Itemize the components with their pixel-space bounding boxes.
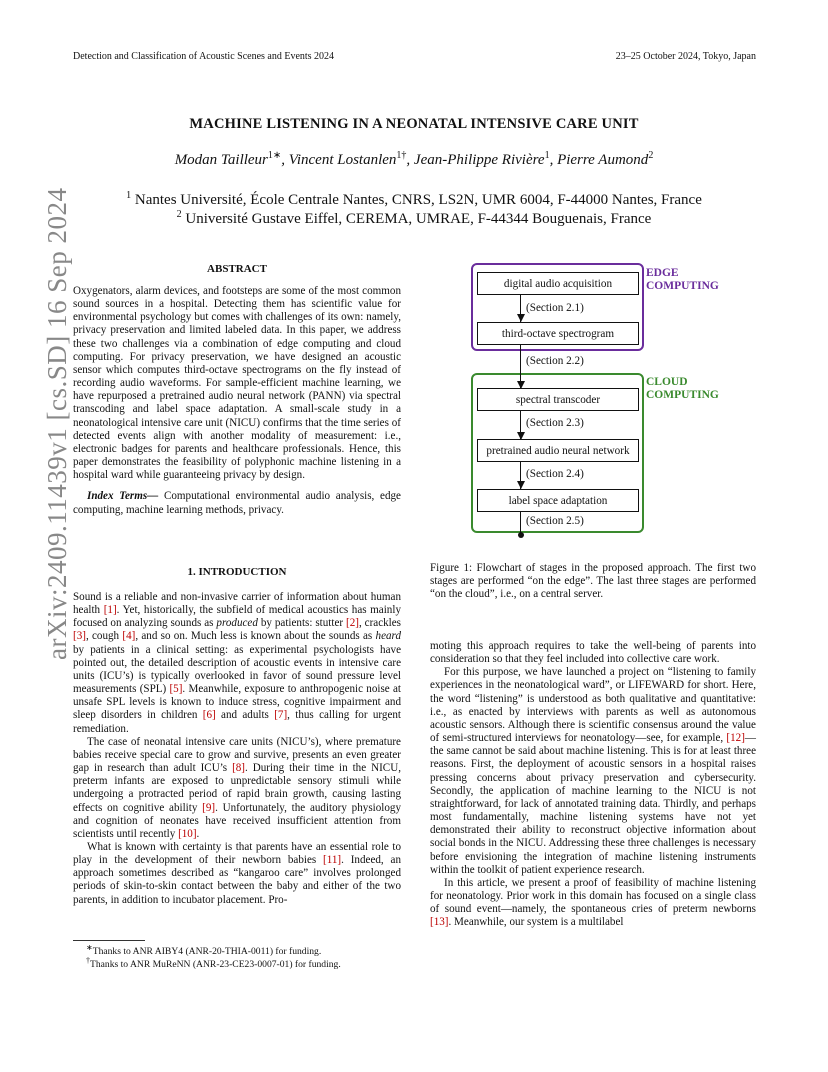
flowchart-figure (430, 258, 760, 548)
paragraph-continued: moting this approach requires to take the well-being of parents into consideration so that they feel included into collective care work. (430, 640, 756, 666)
intro-paragraph-2: The case of neonatal intensive care units (NICU’s), where premature babies receive special care to grow and survive, presents an even greater gap in research than adult ICU’s [8]. During their time in the NICU, preterm infants are exposed to unpredictable sensory stimuli while undergoing a protracted period of rapid brain growth, causing lasting effects on cognitive ability [9]. Unfortunately, the auditory physiology and cognition of neonates have received insufficient attention from scientists until recently [10]. (73, 735, 401, 840)
citation-link[interactable]: [3] (73, 630, 86, 643)
author-name: Vincent Lostanlen (288, 152, 397, 168)
section-label: (Section 2.3) (526, 417, 584, 429)
running-header-left: Detection and Classification of Acoustic Scenes and Events 2024 (73, 51, 335, 62)
author-list: Modan Tailleur$^{1∗}$, Vincent Lostanlen$^{1\dagger}$, Jean-Philippe Rivière$^1$, Pierre Aumond$^2$ (174, 150, 654, 168)
abstract-heading: ABSTRACT (207, 263, 267, 275)
section-label: (Section 2.5) (526, 515, 584, 527)
citation-link[interactable]: [2] (346, 617, 359, 630)
stage-box-label-adaptation: label space adaptation (477, 489, 639, 512)
abstract-body (73, 285, 401, 517)
section-label: (Section 2.4) (526, 468, 584, 480)
arxiv-stamp: arXiv:2409.11439v1 [cs.SD] 16 Sep 2024 (42, 187, 72, 660)
citation-link[interactable]: [4] (122, 630, 136, 643)
intro-paragraph-3: What is known with certainty is that parents have an essential role to play in the development of their newborn babies [11]. Indeed, an approach sometimes described as “kangaroo care” involves prolonged periods of skin-to-skin contact between the baby and either of the two parents, in addition to incubator placement. Pro- (73, 840, 402, 906)
flow-end-dot (518, 532, 524, 538)
author-name: Jean-Philippe Rivière (413, 152, 545, 168)
footnote-2: †Thanks to ANR MuReNN (ANR-23-CE23-0007-01) for funding. (86, 956, 341, 971)
index-terms: Index Terms— Computational environmental audio analysis, edge computing, machine learning methods, privacy. (73, 490, 401, 516)
author-name: Modan Tailleur (174, 152, 268, 168)
paragraph-lifeward: For this purpose, we have launched a project on “listening to family experiences in the neonatological ward”, or LIFEWARD for short. Here, the word “listening” is understood as both qualitative and quantitative: i.e., as enacted by interviews with parents as well as autonomous acoustic sensors. Although there is scientific consensus around the value of semi-structured interviews for neonatology—see, for example, [12]—the same cannot be said about machine listening. This is for at least three reasons. First, the deployment of acoustic sensors in a hospital raises pressing concerns about privacy preservation and cybersecurity. Secondly, the application of machine learning to the NICU is not straightforward, for lack of annotated training data. Thirdly, and perhaps most fundamentally, machine listening systems have not yet demonstrated their ability to reconstruct objective information about social bonds in the NICU. Addressing these three challenges is necessary before envisioning the integration of machine listening instruments within the toolkit of patient experience research. (430, 666, 756, 876)
arrowhead (517, 481, 525, 489)
stage-box-spectrogram: third-octave spectrogram (477, 322, 639, 345)
figure-caption: Figure 1: Flowchart of stages in the proposed approach. The first two stages are performed “on the edge”. The last three stages are performed “on the cloud”, i.e., on a central server. (430, 562, 756, 601)
stage-box-acquisition: digital audio acquisition (477, 272, 639, 295)
paragraph-this-article: In this article, we present a proof of feasibility of machine listening for neonatology. Prior work in this domain has focused on a single class of sound event—namely, the spontaneous cries of preterm newborns [13]. Meanwhile, our system is a multilabel (430, 876, 756, 929)
footnote-1: ∗Thanks to ANR AIBY4 (ANR-20-THIA-0011) for funding. (86, 943, 322, 958)
citation-link[interactable]: [7] (274, 709, 288, 722)
section-label: (Section 2.2) (526, 355, 584, 367)
author-sup: 1 (544, 150, 550, 161)
author-sup: 2 (648, 150, 654, 161)
intro-body (73, 591, 401, 907)
citation-link[interactable]: [1] (103, 604, 117, 617)
stage-box-pann: pretrained audio neural network (477, 439, 639, 462)
citation-link[interactable]: [13] (430, 916, 449, 929)
footnote-rule (73, 940, 145, 941)
edge-computing-label: EDGE COMPUTING (646, 267, 719, 292)
cloud-computing-label: CLOUD COMPUTING (646, 376, 719, 401)
running-header-right: 23–25 October 2024, Tokyo, Japan (615, 51, 756, 62)
citation-link[interactable]: [10] (178, 827, 197, 840)
affiliation-1: $^1$ Nantes Université, École Centrale Nantes, CNRS, LS2N, UMR 6004, F-44000 Nantes, France (126, 190, 702, 208)
citation-link[interactable]: [11] (323, 854, 342, 867)
author-sup: 1† (396, 150, 407, 161)
arrowhead (517, 314, 525, 322)
stage-box-transcoder: spectral transcoder (477, 388, 639, 411)
section-label: (Section 2.1) (526, 302, 584, 314)
paper-title: MACHINE LISTENING IN A NEONATAL INTENSIVE CARE UNIT (189, 116, 639, 132)
author-sup: 1∗ (267, 150, 282, 161)
affiliation-2: $^2$ Université Gustave Eiffel, CEREMA, UMRAE, F-44344 Bouguenais, France (176, 209, 652, 227)
abstract-text: Oxygenators, alarm devices, and footsteps are some of the most common sound sources in a hospital. Detecting them has scientific value for environmental psychology but comes with challenges of its own: namely, privacy preservation and limited labeled data. In this paper, we address these two challenges via a combination of edge computing and cloud computing. For privacy preservation, we have designed an acoustic sensor which computes third-octave spectrograms on the fly instead of recording audio waveforms. For sample-efficient machine learning, we have repurposed a pretrained audio neural network (PANN) via spectral transcoding and label space adaptation. A small-scale study in a neonatological intensive care unit (NICU) confirms that the time series of detected events align with another modality of measurement: i.e., electronic badges for parents and healthcare professionals. Hence, this paper demonstrates the feasibility of polyphonic machine listening in a hospital ward while guaranteeing privacy by design. (73, 285, 401, 482)
citation-link[interactable]: [8] (232, 762, 245, 775)
author-name: Pierre Aumond (557, 152, 649, 168)
citation-link[interactable]: [9] (202, 801, 216, 814)
citation-link[interactable]: [6] (202, 709, 216, 722)
intro-paragraph-1: Sound is a reliable and non-invasive carrier of information about human health [1]. Yet, historically, the subfield of medical acoustics has mainly focused on analyzing sounds as produced by patients: stutter [2], crackles [3], cough [4], and so on. Much less is known about the sounds as heard by patients in a clinical setting: as experimental psychologists have pointed out, the detailed description of acoustic events in intensive care units (ICU’s) is typically overlooked in favor of sound pressure level measurements (SPL) [5]. Meanwhile, exposure to anthropogenic noise at unsafe SPL levels is known to induce stress, cognitive impairment and sleep disorders in children [6] and adults [7], thus calling for urgent remediation. (73, 591, 402, 735)
intro-heading: 1. INTRODUCTION (187, 566, 287, 578)
citation-link[interactable]: [5] (169, 683, 183, 696)
right-column-body (430, 640, 756, 929)
citation-link[interactable]: [12] (726, 732, 745, 745)
